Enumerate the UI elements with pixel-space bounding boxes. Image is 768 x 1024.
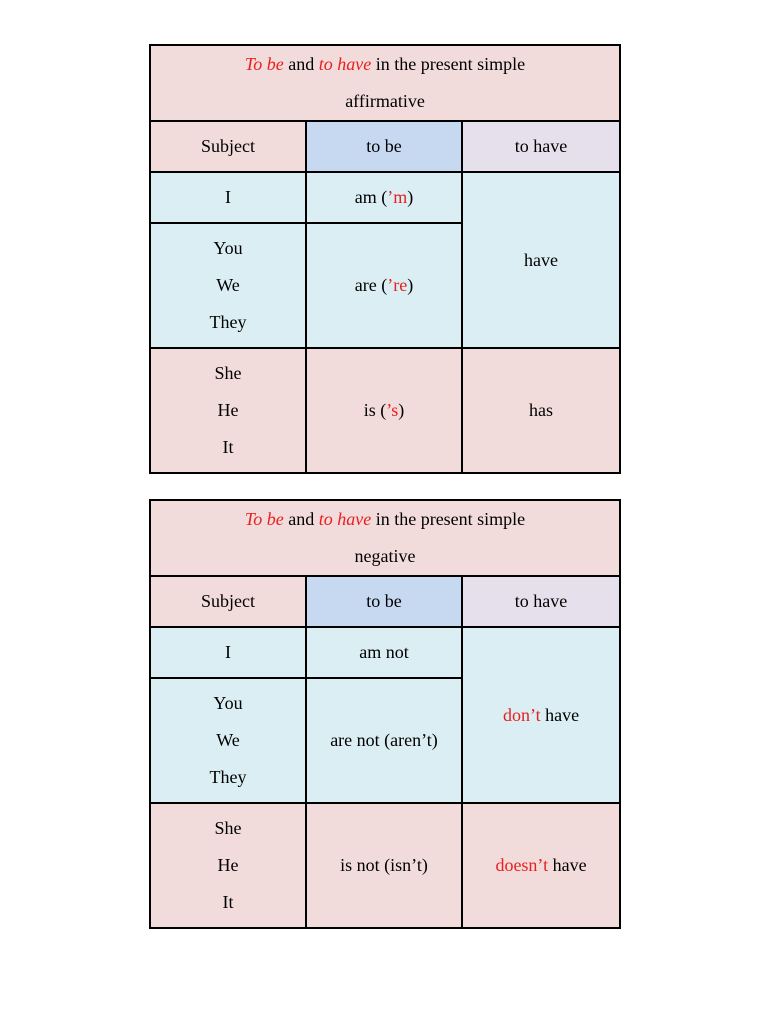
table-title: [150, 45, 620, 121]
subjects-third: [150, 348, 306, 473]
to-have-shared: [462, 172, 620, 348]
title-to-be: To be: [244, 54, 284, 74]
header-subject: Subject: [150, 576, 306, 627]
negative-table: [149, 499, 621, 929]
to-have-third: [462, 348, 620, 473]
subject: We: [216, 730, 240, 750]
to-be-text: are (: [354, 275, 388, 295]
paren-close: ): [407, 187, 414, 207]
title-to-have: to have: [318, 54, 372, 74]
header-to-be: to be: [306, 576, 462, 627]
to-have-third: [462, 803, 620, 928]
header-to-have: to have: [462, 576, 620, 627]
header-to-have: to have: [462, 121, 620, 172]
to-be-third: is not (isn’t): [306, 803, 462, 928]
subject: You: [213, 238, 243, 258]
subject-i: I: [150, 627, 306, 678]
to-be-plural: [306, 223, 462, 348]
to-be-text: is (: [363, 400, 387, 420]
subject: She: [214, 818, 242, 838]
contraction: ’re: [387, 275, 408, 295]
subjects-plural: [150, 223, 306, 348]
title-and: and: [283, 54, 319, 74]
to-have-shared: [462, 627, 620, 803]
subject: It: [222, 437, 234, 457]
to-have-text: have: [548, 855, 587, 875]
title-to-be: To be: [244, 509, 284, 529]
subjects-plural: [150, 678, 306, 803]
to-have-text: have: [524, 249, 558, 270]
title-mode: negative: [354, 546, 416, 566]
paren-close: ): [398, 400, 405, 420]
affirmative-table: [149, 44, 621, 474]
to-be-i: [306, 172, 462, 223]
subject-i: I: [150, 172, 306, 223]
subject: You: [213, 693, 243, 713]
title-to-have: to have: [318, 509, 372, 529]
to-have-text: has: [529, 400, 554, 420]
title-and: and: [283, 509, 319, 529]
title-mode: affirmative: [345, 91, 425, 111]
subject: He: [217, 400, 239, 420]
table-title: [150, 500, 620, 576]
subject: They: [209, 312, 247, 332]
header-subject: Subject: [150, 121, 306, 172]
subject: He: [217, 855, 239, 875]
contraction: ’s: [386, 400, 399, 420]
title-rest: in the present simple: [371, 54, 526, 74]
to-be-plural: are not (aren’t): [306, 678, 462, 803]
to-be-text: am (: [354, 187, 388, 207]
to-be-i: am not: [306, 627, 462, 678]
to-have-negation: doesn’t: [495, 855, 549, 875]
paren-close: ): [407, 275, 414, 295]
subject: She: [214, 363, 242, 383]
subject: It: [222, 892, 234, 912]
title-rest: in the present simple: [371, 509, 526, 529]
to-be-third: [306, 348, 462, 473]
subjects-third: [150, 803, 306, 928]
subject: We: [216, 275, 240, 295]
contraction: ’m: [387, 187, 408, 207]
to-have-negation: don’t: [502, 704, 541, 725]
header-to-be: to be: [306, 121, 462, 172]
to-have-text: have: [540, 704, 580, 725]
subject: They: [209, 767, 247, 787]
